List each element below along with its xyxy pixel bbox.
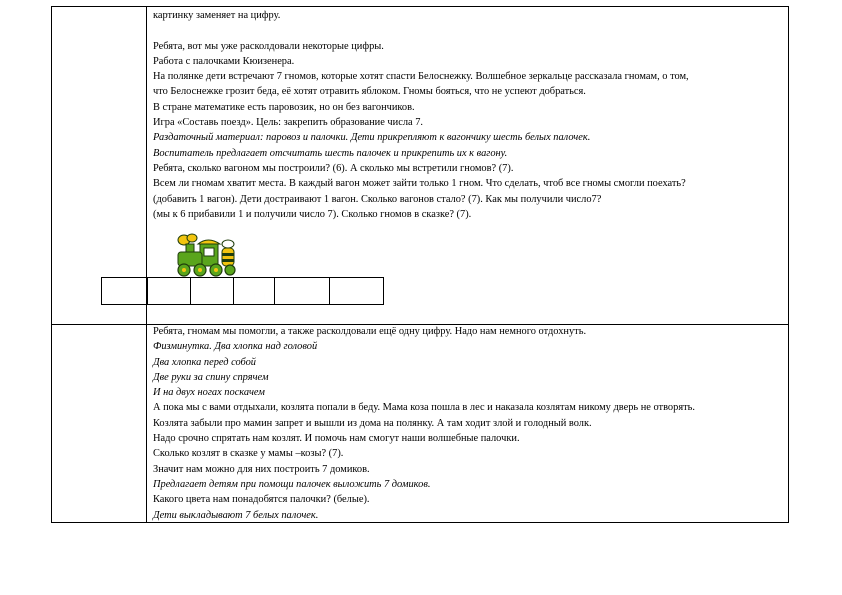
- text-line: Сколько козлят в сказке у мамы –козы? (7).: [153, 448, 344, 460]
- text-line: что Белоснежке грозит беда, её хотят отравить яблоком. Гномы бояться, что не успеют добраться.: [153, 86, 586, 98]
- text-line: Работа с палочками Кюизенера.: [153, 55, 295, 67]
- section-goats: [153, 324, 789, 523]
- text-line: (добавить 1 вагон). Дети достраивают 1 вагон. Сколько вагонов стало? (7). Как мы получили число7?: [153, 193, 602, 205]
- wagon-box: [148, 278, 191, 304]
- column-divider-left: [146, 7, 147, 522]
- section-train-game: [153, 8, 789, 222]
- text-line: Воспитатель предлагает отсчитать шесть палочек и прикрепить их к вагону.: [153, 147, 508, 159]
- text-line: картинку заменяет на цифру.: [153, 10, 281, 21]
- text-line: Два хлопка перед собой: [153, 356, 256, 368]
- text-line: На полянке дети встречают 7 гномов, которые хотят спасти Белоснежку. Волшебное зеркальце рассказала гномам, о том,: [153, 71, 689, 83]
- text-line: (мы к 6 прибавили 1 и получили число 7). Сколько гномов в сказке? (7).: [153, 208, 472, 220]
- text-line: Физминутка. Два хлопка над головой: [153, 341, 318, 353]
- text-line: Две руки за спину спрячем: [153, 371, 269, 383]
- wagon-box: [102, 278, 148, 304]
- text-line: Ребята, гномам мы помогли, а также расколдовали ещё одну цифру. Надо нам немного отдохнуть.: [153, 326, 587, 337]
- text-line: Какого цвета нам понадобятся палочки? (белые).: [153, 494, 370, 506]
- text-line: В стране математике есть паровозик, но он без вагончиков.: [153, 101, 415, 113]
- text-line: Надо срочно спрятать нам козлят. И помочь нам смогут наши волшебные палочки.: [153, 433, 520, 445]
- text-line: Дети выкладывают 7 белых палочек.: [153, 509, 319, 521]
- text-line: И на двух ногах поскачем: [153, 387, 265, 399]
- wagon-box: [191, 278, 234, 304]
- text-line: Значит нам можно для них построить 7 домиков.: [153, 463, 370, 475]
- text-line: Предлагает детям при помощи палочек выложить 7 домиков.: [153, 478, 431, 490]
- wagon-box: [234, 278, 275, 304]
- text-line: Всем ли гномам хватит места. В каждый вагон может зайти только 1 гном. Что сделать, чтоб все гномы смогли поехать?: [153, 178, 686, 190]
- text-line: Игра «Составь поезд». Цель: закрепить образование числа 7.: [153, 117, 424, 129]
- text-line: Ребята, вот мы уже расколдовали некоторые цифры.: [153, 40, 384, 52]
- text-line: [153, 23, 789, 38]
- text-line: Козлята забыли про мамин запрет и вышли из дома на полянку. А там ходит злой и голодный волк.: [153, 417, 592, 429]
- wagon-row: [101, 277, 384, 305]
- train-icon: [170, 232, 242, 278]
- wagon-box: [330, 278, 383, 304]
- text-line: Раздаточный материал: паровоз и палочки. Дети прикрепляют к вагончику шесть белых палочек.: [153, 132, 591, 144]
- text-line: А пока мы с вами отдыхали, козлята попали в беду. Мама коза пошла в лес и наказала козлятам никому дверь не отворять.: [153, 402, 695, 414]
- wagon-box: [275, 278, 330, 304]
- text-line: Ребята, сколько вагоном мы построили? (6). А сколько мы встретили гномов? (7).: [153, 162, 514, 174]
